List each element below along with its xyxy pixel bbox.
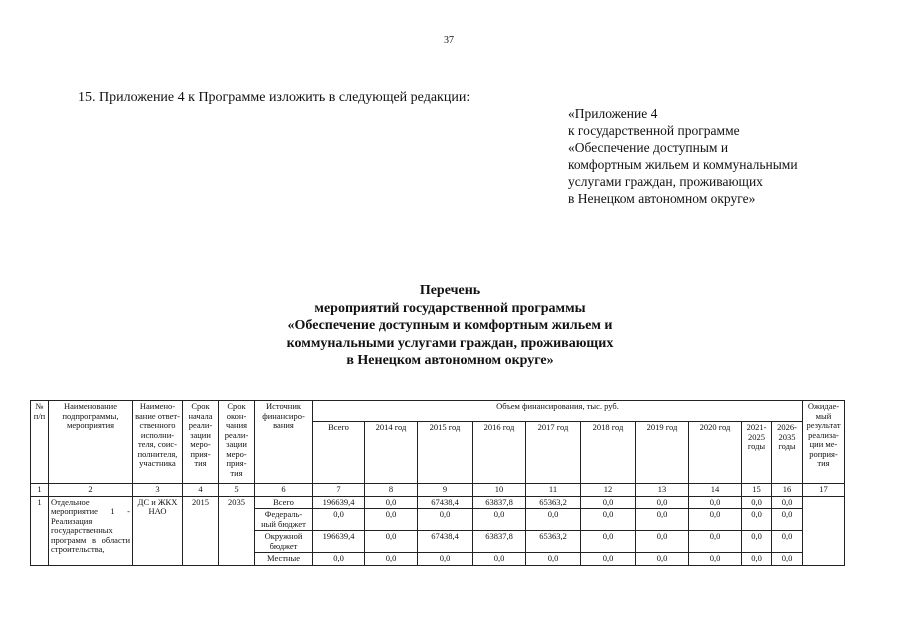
fin-value: 0,0: [636, 496, 689, 509]
annex-line: «Обеспечение доступным и: [568, 140, 729, 155]
fin-value: 0,0: [689, 553, 742, 566]
column-number: 13: [636, 484, 689, 497]
fin-value: 0,0: [581, 553, 636, 566]
fin-value: 0,0: [742, 531, 772, 553]
column-number: 7: [313, 484, 365, 497]
annex-header: [568, 105, 798, 207]
annex-line: «Приложение 4: [568, 106, 658, 121]
fin-value: 196639,4: [313, 496, 365, 509]
header-year: 2019 год: [636, 422, 689, 484]
header-year: 2018 год: [581, 422, 636, 484]
fin-value: 67438,4: [418, 496, 473, 509]
column-number: 5: [219, 484, 255, 497]
title-line: мероприятий государственной программы: [314, 300, 586, 316]
header-end: Срок окон- чания реали- зации меро- прия- тия: [219, 401, 255, 484]
row-result: [803, 496, 845, 565]
fin-value: 0,0: [473, 509, 526, 531]
fin-value: 0,0: [418, 553, 473, 566]
fin-value: 0,0: [365, 496, 418, 509]
document-title: [200, 282, 700, 370]
header-no: № п/п: [31, 401, 49, 484]
header-year: 2017 год: [526, 422, 581, 484]
page-number: 37: [444, 35, 454, 46]
title-line: в Ненецком автономном округе»: [346, 353, 554, 368]
fin-source: Окружной бюджет: [255, 531, 313, 553]
fin-value: 63837,8: [473, 531, 526, 553]
column-number: 12: [581, 484, 636, 497]
fin-value: 0,0: [772, 553, 803, 566]
fin-value: 196639,4: [313, 531, 365, 553]
fin-value: 0,0: [636, 509, 689, 531]
column-number-row: [31, 484, 845, 497]
fin-value: 0,0: [473, 553, 526, 566]
header-year: 2020 год: [689, 422, 742, 484]
fin-value: 0,0: [365, 509, 418, 531]
fin-value: 63837,8: [473, 496, 526, 509]
header-volume: Объем финансирования, тыс. руб.: [313, 401, 803, 422]
fin-value: 0,0: [581, 496, 636, 509]
fin-value: 0,0: [772, 531, 803, 553]
fin-value: 65363,2: [526, 496, 581, 509]
fin-value: 0,0: [636, 553, 689, 566]
fin-value: 0,0: [689, 496, 742, 509]
column-number: 10: [473, 484, 526, 497]
fin-source: Всего: [255, 496, 313, 509]
fin-value: 0,0: [689, 509, 742, 531]
title-line: Перечень: [419, 283, 481, 298]
row-executor: ДС и ЖКХ НАО: [133, 496, 183, 565]
column-number: 15: [742, 484, 772, 497]
row-number: 1: [31, 496, 49, 565]
fin-source: Федераль- ный бюджет: [255, 509, 313, 531]
fin-value: 0,0: [581, 531, 636, 553]
header-year: Всего: [313, 422, 365, 484]
fin-value: 0,0: [418, 509, 473, 531]
column-number: 9: [418, 484, 473, 497]
header-source: Источник финансиро- вания: [255, 401, 313, 484]
column-number: 1: [31, 484, 49, 497]
fin-value: 0,0: [526, 509, 581, 531]
column-number: 6: [255, 484, 313, 497]
fin-value: 0,0: [742, 496, 772, 509]
column-number: 11: [526, 484, 581, 497]
header-year: 2021- 2025 годы: [742, 422, 772, 484]
column-number: 14: [689, 484, 742, 497]
clause-text: 15. Приложение 4 к Программе изложить в следующей редакции:: [78, 90, 471, 105]
fin-value: 0,0: [313, 509, 365, 531]
fin-value: 0,0: [689, 531, 742, 553]
header-year: 2016 год: [473, 422, 526, 484]
title-line: коммунальными услугами граждан, проживающих: [286, 335, 614, 351]
fin-value: 0,0: [742, 509, 772, 531]
fin-value: 0,0: [581, 509, 636, 531]
header-row: [31, 401, 845, 422]
fin-value: 0,0: [636, 531, 689, 553]
header-year: 2014 год: [365, 422, 418, 484]
column-number: 4: [183, 484, 219, 497]
fin-value: 0,0: [365, 531, 418, 553]
fin-value: 0,0: [526, 553, 581, 566]
column-number: 3: [133, 484, 183, 497]
row-start: 2015: [183, 496, 219, 565]
annex-line: в Ненецком автономном округе»: [568, 191, 756, 206]
fin-value: 0,0: [772, 496, 803, 509]
column-number: 2: [49, 484, 133, 497]
title-line: «Обеспечение доступным и комфортным жильем и: [287, 318, 613, 333]
annex-line: услугами граждан, проживающих: [568, 174, 763, 189]
header-year: 2015 год: [418, 422, 473, 484]
column-number: 17: [803, 484, 845, 497]
table-row: [31, 496, 845, 509]
header-year: 2026- 2035 годы: [772, 422, 803, 484]
measures-table: [30, 400, 845, 566]
header-result: Ожидае- мый результат реализа- ции ме- роприя- тия: [803, 401, 845, 484]
fin-source: Местные: [255, 553, 313, 566]
column-number: 16: [772, 484, 803, 497]
fin-value: 0,0: [365, 553, 418, 566]
row-end: 2035: [219, 496, 255, 565]
column-number: 8: [365, 484, 418, 497]
header-executor: Наимено- вание ответ- ственного исполни- теля, соис- полнителя, участника: [133, 401, 183, 484]
fin-value: 65363,2: [526, 531, 581, 553]
row-name: Отдельное мероприятие 1 - Реализация государственных программ в области строительства,: [49, 496, 133, 565]
fin-value: 67438,4: [418, 531, 473, 553]
header-name: Наименование подпрограммы, мероприятия: [49, 401, 133, 484]
header-start: Срок начала реали- зации меро- прия- тия: [183, 401, 219, 484]
fin-value: 0,0: [742, 553, 772, 566]
fin-value: 0,0: [313, 553, 365, 566]
fin-value: 0,0: [772, 509, 803, 531]
annex-line: к государственной программе: [568, 123, 740, 138]
annex-line: комфортным жильем и коммунальными: [568, 157, 798, 172]
